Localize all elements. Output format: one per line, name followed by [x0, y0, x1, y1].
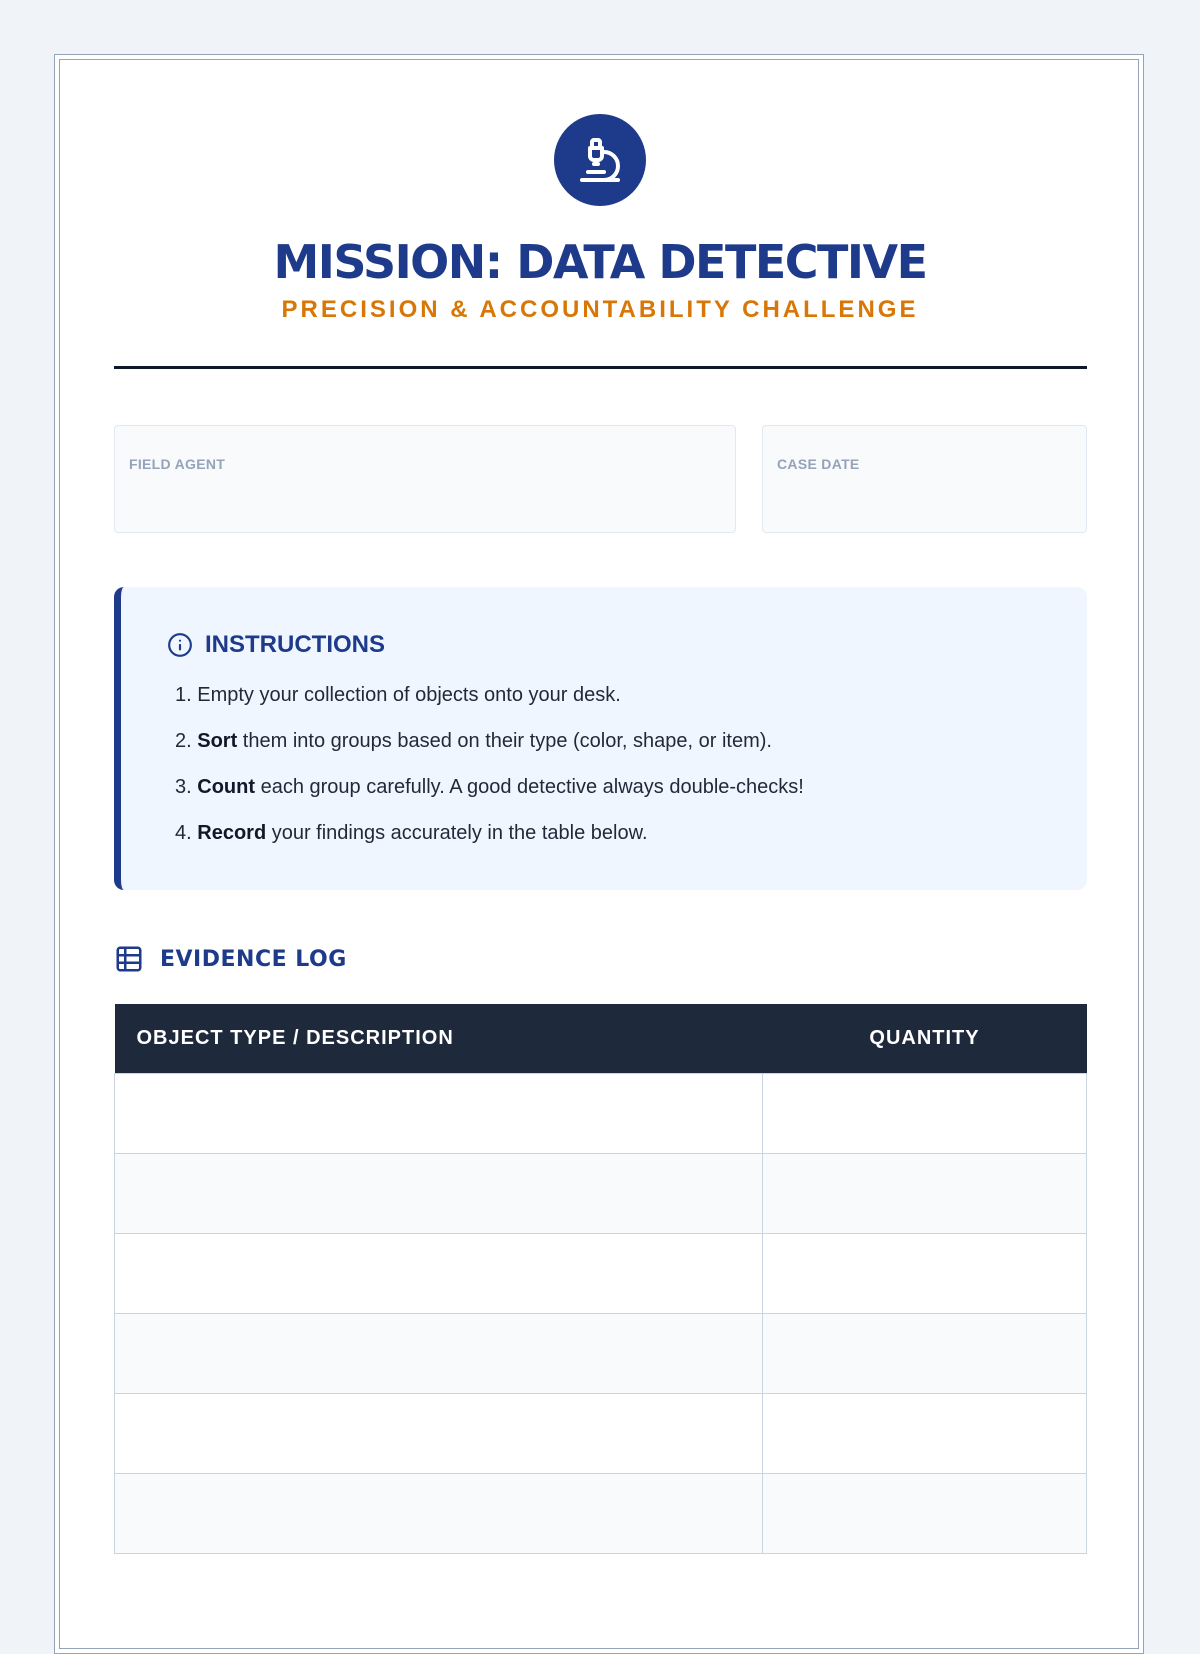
object-cell[interactable] [115, 1474, 763, 1554]
microscope-icon [576, 136, 624, 184]
quantity-cell[interactable] [763, 1394, 1087, 1474]
object-cell[interactable] [115, 1154, 763, 1234]
quantity-cell[interactable] [763, 1474, 1087, 1554]
object-cell[interactable] [115, 1314, 763, 1394]
case-date-box[interactable] [762, 425, 1087, 533]
info-icon [167, 632, 193, 658]
table-header-row [115, 1004, 1087, 1074]
table-row [115, 1394, 1087, 1474]
page-subtitle: PRECISION & ACCOUNTABILITY CHALLENGE [281, 296, 919, 323]
evidence-table [114, 1004, 1087, 1554]
instructions-panel [114, 587, 1087, 890]
object-cell[interactable] [115, 1234, 763, 1314]
instructions-title: INSTRUCTIONS [205, 631, 385, 658]
table-row [115, 1074, 1087, 1154]
quantity-cell[interactable] [763, 1234, 1087, 1314]
field-agent-box[interactable] [114, 425, 736, 533]
column-header-object: OBJECT TYPE / DESCRIPTION [115, 1004, 763, 1074]
object-cell[interactable] [115, 1394, 763, 1474]
header-divider [114, 366, 1087, 369]
instruction-step: 3. Count each group carefully. A good detective always double-checks! [175, 776, 804, 798]
quantity-cell[interactable] [763, 1074, 1087, 1154]
table-row [115, 1474, 1087, 1554]
table-row [115, 1234, 1087, 1314]
page-title: MISSION: DATA DETECTIVE [273, 235, 927, 289]
instruction-steps [175, 683, 804, 867]
evidence-log-title: EVIDENCE LOG [160, 946, 347, 972]
case-date-label: CASE DATE [777, 456, 860, 472]
instruction-step: 4. Record your findings accurately in the table below. [175, 822, 648, 844]
quantity-cell[interactable] [763, 1314, 1087, 1394]
object-cell[interactable] [115, 1074, 763, 1154]
field-agent-label: FIELD AGENT [129, 456, 226, 472]
table-row [115, 1154, 1087, 1234]
quantity-cell[interactable] [763, 1154, 1087, 1234]
table-row [115, 1314, 1087, 1394]
instructions-heading [167, 631, 385, 659]
evidence-log-heading [114, 944, 347, 974]
microscope-emblem [554, 114, 646, 206]
column-header-quantity: QUANTITY [763, 1004, 1087, 1074]
instruction-step: 2. Sort them into groups based on their type (color, shape, or item). [175, 730, 772, 752]
table-icon [114, 944, 144, 974]
instruction-step: 1. Empty your collection of objects onto your desk. [175, 684, 621, 706]
